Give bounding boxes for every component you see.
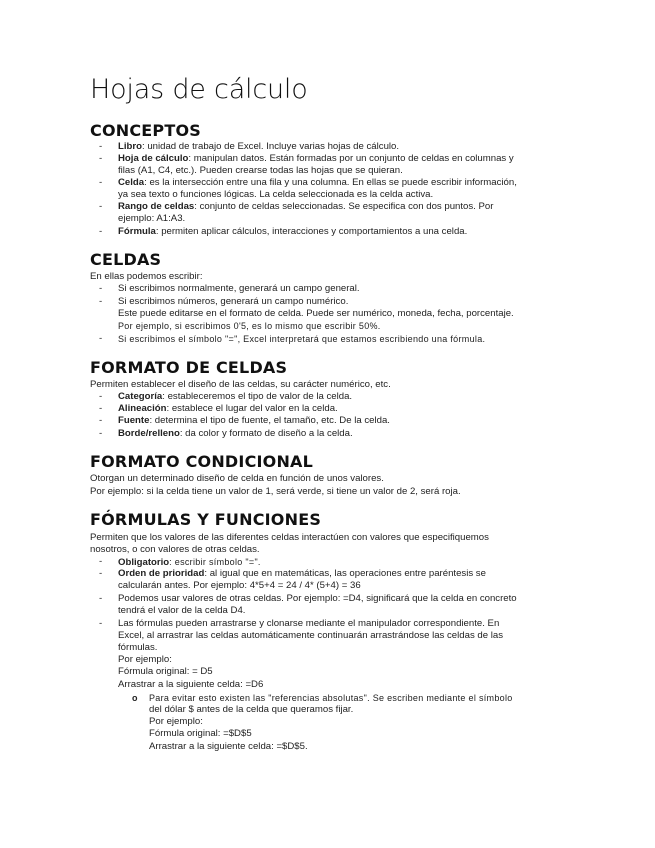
list-item-cont: fórmulas. <box>118 642 158 653</box>
definition: : es la intersección entre una fila y una columna. En ellas se puede escribir información, <box>144 177 517 188</box>
list-item-cont: ya sea texto o funciones lógicas. La celda seleccionada es la celda activa. <box>118 189 434 200</box>
term: Borde/relleno <box>118 428 180 439</box>
list-item-cont: filas (A1, C4, etc.). Pueden crearse todas las hojas que se quieran. <box>118 165 403 176</box>
list-item <box>118 201 493 213</box>
definition: : permiten aplicar cálculos, interacciones y comportamientos a una celda. <box>155 226 468 237</box>
list-dash: - <box>99 201 103 212</box>
list-dash: - <box>99 177 103 188</box>
list-item: Las fórmulas pueden arrastrarse y clonarse mediante el manipulador correspondiente. En <box>118 618 500 629</box>
list-dash: - <box>99 403 103 414</box>
list-item: Si escribimos normalmente, generará un campo general. <box>118 283 360 294</box>
list-item-cont: Por ejemplo: <box>118 654 172 665</box>
definition: : manipulan datos. Están formadas por un conjunto de celdas en columnas y <box>188 153 514 164</box>
list-item <box>118 153 514 165</box>
list-item-cont: Por ejemplo, si escribimos 0'5, es lo mismo que escribir 50%. <box>118 321 381 331</box>
paragraph-line: Permiten que los valores de las diferentes celdas interactúen con valores que especifiquemos <box>90 532 489 543</box>
list-dash: - <box>99 428 103 439</box>
list-dash: - <box>99 141 103 152</box>
list-dash: - <box>99 226 103 237</box>
list-item: Si escribimos el símbolo "=", Excel interpretará que estamos escribiendo una fórmula. <box>118 334 486 344</box>
list-item: Podemos usar valores de otras celdas. Por ejemplo: =D4, significará que la celda en concreto <box>118 593 517 604</box>
sub-list-item-cont: Fórmula original: =$D$5 <box>149 728 252 739</box>
list-item <box>118 568 486 580</box>
list-item <box>118 141 399 153</box>
list-dash: - <box>99 415 103 426</box>
term: Hoja de cálculo <box>118 153 189 164</box>
paragraph-line: Otorgan un determinado diseño de celda en función de unos valores. <box>90 473 384 484</box>
term: Categoría <box>118 391 163 402</box>
definition: : unidad de trabajo de Excel. Incluye varias hojas de cálculo. <box>141 141 400 152</box>
list-item <box>118 428 353 440</box>
term: Fuente <box>118 415 150 426</box>
list-item <box>118 391 352 403</box>
list-item <box>118 415 390 427</box>
heading-formato-celdas: FORMATO DE CELDAS <box>90 358 288 377</box>
sub-bullet: o <box>132 693 138 703</box>
list-dash: - <box>99 618 103 629</box>
definition: : escribir símbolo "=". <box>169 557 261 567</box>
document-title: Hojas de cálculo <box>90 74 308 105</box>
list-dash: - <box>99 391 103 402</box>
list-dash: - <box>99 283 103 294</box>
heading-celdas: CELDAS <box>90 250 162 269</box>
list-item-cont: Arrastrar a la siguiente celda: =D6 <box>118 679 264 690</box>
list-item <box>118 403 338 415</box>
sub-list-item: Para evitar esto existen las "referencias absolutas". Se escriben mediante el símbolo <box>149 693 513 703</box>
list-item: Si escribimos números, generará un campo numérico. <box>118 296 349 307</box>
term: Fórmula <box>118 226 156 237</box>
definition: : da color y formato de diseño a la celda. <box>179 428 353 439</box>
list-item-cont: Excel, al arrastrar las celdas automáticamente continuarán arrastrándose las celdas de las <box>118 630 504 641</box>
list-dash: - <box>99 153 103 164</box>
definition: : conjunto de celdas seleccionadas. Se especifica con dos puntos. Por <box>194 201 494 212</box>
list-item <box>118 226 467 238</box>
list-item-cont: Este puede editarse en el formato de celda. Puede ser numérico, moneda, fecha, porcentaje. <box>118 308 514 319</box>
heading-formato-condicional: FORMATO CONDICIONAL <box>90 452 314 471</box>
list-item-cont: calcularán antes. Por ejemplo: 4*5+4 = 24 / 4* (5+4) = 36 <box>118 580 361 591</box>
term: Rango de celdas <box>118 201 195 212</box>
sub-list-item-cont: Por ejemplo: <box>149 716 203 727</box>
sub-list-item-cont: del dólar $ antes de la celda que queramos fijar. <box>149 704 354 715</box>
heading-formulas: FÓRMULAS Y FUNCIONES <box>90 510 322 529</box>
list-dash: - <box>99 593 103 604</box>
term: Celda <box>118 177 145 188</box>
section-intro: Permiten establecer el diseño de las celdas, su carácter numérico, etc. <box>90 379 391 390</box>
list-dash: - <box>99 556 103 567</box>
list-item <box>118 177 517 189</box>
definition: : estableceremos el tipo de valor de la celda. <box>162 391 353 402</box>
list-dash: - <box>99 568 103 579</box>
list-item-cont: Fórmula original: = D5 <box>118 666 213 677</box>
term: Obligatorio <box>118 557 170 568</box>
list-dash: - <box>99 296 103 307</box>
sub-list-item-cont: Arrastrar a la siguiente celda: =$D$5. <box>149 741 308 752</box>
definition: : al igual que en matemáticas, las operaciones entre paréntesis se <box>204 568 486 579</box>
paragraph-line: Por ejemplo: si la celda tiene un valor de 1, será verde, si tiene un valor de 2, será roja. <box>90 486 461 497</box>
heading-conceptos: CONCEPTOS <box>90 121 201 140</box>
term: Alineación <box>118 403 167 414</box>
term: Orden de prioridad <box>118 568 205 579</box>
definition: : determina el tipo de fuente, el tamaño, etc. De la celda. <box>149 415 390 426</box>
list-item-cont: tendrá el valor de la celda D4. <box>118 605 246 616</box>
list-dash: - <box>99 333 103 344</box>
section-intro: En ellas podemos escribir: <box>90 271 203 282</box>
definition: : establece el lugar del valor en la celda. <box>166 403 338 414</box>
term: Libro <box>118 141 142 152</box>
paragraph-line: nosotros, o con valores de otras celdas. <box>90 544 260 555</box>
list-item-cont: ejemplo: A1:A3. <box>118 213 186 224</box>
